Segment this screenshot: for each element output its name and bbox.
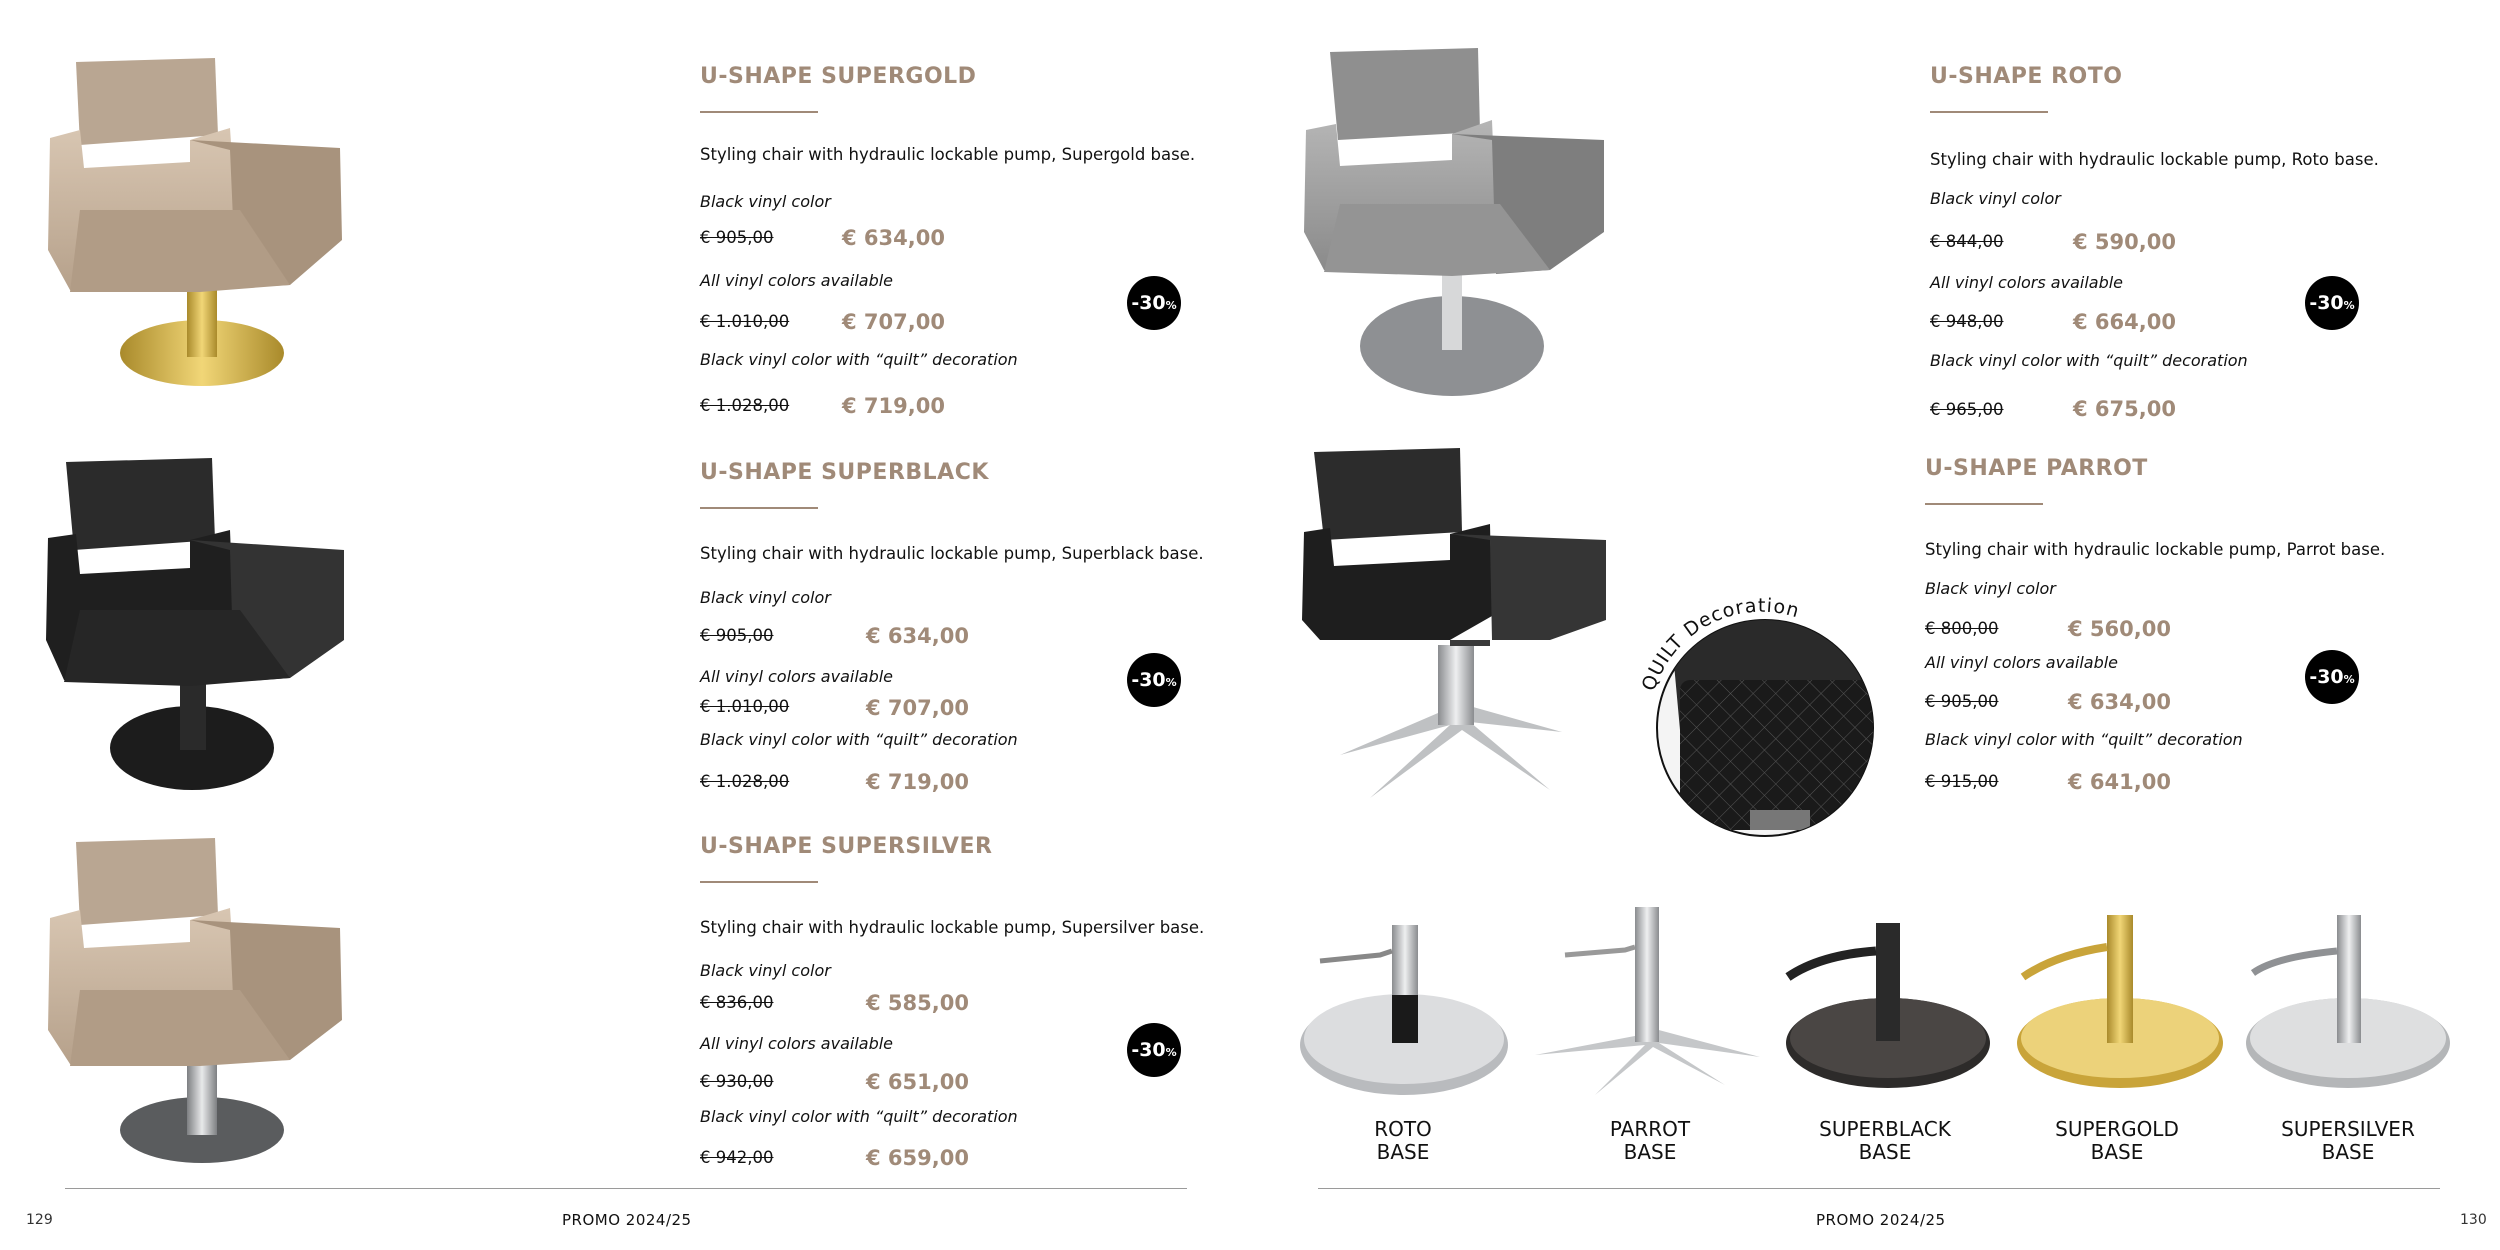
base-label-line1: SUPERSILVER bbox=[2281, 1117, 2415, 1141]
variant-label: All vinyl colors available bbox=[700, 667, 894, 686]
discount-value: -30 bbox=[2309, 292, 2344, 314]
base-label-parrot bbox=[1555, 1118, 1745, 1164]
new-price: € 675,00 bbox=[2073, 397, 2176, 421]
discount-badge bbox=[1127, 653, 1181, 707]
quilt-callout-label bbox=[1637, 580, 1890, 840]
old-price: € 836,00 bbox=[700, 993, 774, 1012]
old-price: € 1.010,00 bbox=[700, 697, 790, 716]
base-image-superblack bbox=[1780, 895, 1995, 1110]
variant-label: Black vinyl color bbox=[700, 588, 831, 607]
variant-label: All vinyl colors available bbox=[1930, 273, 2124, 292]
chair-image-parrot bbox=[1300, 440, 1630, 820]
base-label-line1: SUPERBLACK bbox=[1819, 1117, 1951, 1141]
svg-text:QUILT Decoration bbox=[1638, 595, 1802, 694]
old-price: € 800,00 bbox=[1925, 619, 1999, 638]
product-description: Styling chair with hydraulic lockable pump, Supergold base. bbox=[700, 145, 1196, 164]
discount-unit: % bbox=[1165, 676, 1177, 689]
old-price: € 1.028,00 bbox=[700, 772, 790, 791]
product-description: Styling chair with hydraulic lockable pump, Roto base. bbox=[1930, 150, 2379, 169]
new-price: € 634,00 bbox=[2068, 690, 2171, 714]
footer-label: PROMO 2024/25 bbox=[1816, 1211, 1946, 1229]
discount-badge bbox=[1127, 276, 1181, 330]
base-label-line2: BASE bbox=[2090, 1140, 2144, 1164]
base-label-line1: PARROT bbox=[1609, 1117, 1691, 1141]
footer-divider bbox=[1318, 1188, 2440, 1189]
base-image-supergold bbox=[2015, 895, 2230, 1110]
product-description: Styling chair with hydraulic lockable pump, Superblack base. bbox=[700, 544, 1204, 563]
new-price: € 659,00 bbox=[866, 1146, 969, 1170]
variant-label: Black vinyl color with “quilt” decoration bbox=[1925, 730, 2243, 749]
footer-label: PROMO 2024/25 bbox=[562, 1211, 692, 1229]
variant-label: Black vinyl color bbox=[1925, 579, 2056, 598]
old-price: € 915,00 bbox=[1925, 772, 1999, 791]
old-price: € 965,00 bbox=[1930, 400, 2004, 419]
base-label-line2: BASE bbox=[1623, 1140, 1677, 1164]
product-title: U-SHAPE ROTO bbox=[1930, 64, 2123, 89]
base-label-line2: BASE bbox=[2321, 1140, 2375, 1164]
old-price: € 905,00 bbox=[1925, 692, 1999, 711]
base-label-supergold bbox=[2022, 1118, 2212, 1164]
base-label-line2: BASE bbox=[1376, 1140, 1430, 1164]
old-price: € 844,00 bbox=[1930, 232, 2004, 251]
base-label-superblack bbox=[1790, 1118, 1980, 1164]
new-price: € 560,00 bbox=[2068, 617, 2171, 641]
chair-image-supergold bbox=[40, 50, 370, 400]
discount-badge bbox=[1127, 1023, 1181, 1077]
variant-label: Black vinyl color with “quilt” decoration bbox=[700, 350, 1018, 369]
base-image-parrot bbox=[1535, 895, 1765, 1110]
new-price: € 707,00 bbox=[866, 696, 969, 720]
new-price: € 634,00 bbox=[842, 226, 945, 250]
variant-label: Black vinyl color bbox=[700, 192, 831, 211]
discount-value: -30 bbox=[1131, 669, 1166, 691]
discount-value: -30 bbox=[2309, 666, 2344, 688]
variant-label: Black vinyl color with “quilt” decoration bbox=[1930, 351, 2248, 370]
base-label-line1: ROTO bbox=[1374, 1117, 1432, 1141]
discount-badge bbox=[2305, 276, 2359, 330]
product-description: Styling chair with hydraulic lockable pump, Supersilver base. bbox=[700, 918, 1205, 937]
discount-unit: % bbox=[2343, 299, 2355, 312]
footer-divider bbox=[65, 1188, 1187, 1189]
title-underline bbox=[1930, 111, 2048, 113]
base-image-supersilver bbox=[2245, 895, 2460, 1110]
quilt-callout-text: QUILT Decoration bbox=[1637, 594, 1803, 694]
discount-unit: % bbox=[1165, 1046, 1177, 1059]
new-price: € 719,00 bbox=[842, 394, 945, 418]
product-title: U-SHAPE SUPERSILVER bbox=[700, 834, 993, 859]
new-price: € 707,00 bbox=[842, 310, 945, 334]
discount-unit: % bbox=[2343, 673, 2355, 686]
title-underline bbox=[700, 507, 818, 509]
title-underline bbox=[700, 111, 818, 113]
variant-label: Black vinyl color with “quilt” decoration bbox=[700, 730, 1018, 749]
page-number: 130 bbox=[2460, 1212, 2487, 1228]
new-price: € 719,00 bbox=[866, 770, 969, 794]
chair-image-supersilver bbox=[40, 830, 370, 1180]
old-price: € 905,00 bbox=[700, 228, 774, 247]
chair-image-superblack bbox=[40, 450, 370, 800]
old-price: € 1.028,00 bbox=[700, 396, 790, 415]
product-title: U-SHAPE PARROT bbox=[1925, 456, 2148, 481]
variant-label: All vinyl colors available bbox=[700, 271, 894, 290]
variant-label: Black vinyl color with “quilt” decoration bbox=[700, 1107, 1018, 1126]
chair-image-roto bbox=[1300, 40, 1630, 400]
discount-value: -30 bbox=[1131, 292, 1166, 314]
discount-badge bbox=[2305, 650, 2359, 704]
base-label-roto bbox=[1308, 1118, 1498, 1164]
product-title: U-SHAPE SUPERBLACK bbox=[700, 460, 989, 485]
old-price: € 905,00 bbox=[700, 626, 774, 645]
old-price: € 1.010,00 bbox=[700, 312, 790, 331]
new-price: € 590,00 bbox=[2073, 230, 2176, 254]
new-price: € 634,00 bbox=[866, 624, 969, 648]
old-price: € 942,00 bbox=[700, 1148, 774, 1167]
discount-unit: % bbox=[1165, 299, 1177, 312]
product-description: Styling chair with hydraulic lockable pump, Parrot base. bbox=[1925, 540, 2386, 559]
variant-label: All vinyl colors available bbox=[700, 1034, 894, 1053]
variant-label: Black vinyl color bbox=[1930, 189, 2061, 208]
old-price: € 930,00 bbox=[700, 1072, 774, 1091]
base-image-roto bbox=[1300, 895, 1520, 1110]
old-price: € 948,00 bbox=[1930, 312, 2004, 331]
page-number: 129 bbox=[26, 1212, 53, 1228]
base-label-supersilver bbox=[2253, 1118, 2443, 1164]
title-underline bbox=[700, 881, 818, 883]
new-price: € 664,00 bbox=[2073, 310, 2176, 334]
product-title: U-SHAPE SUPERGOLD bbox=[700, 64, 977, 89]
base-label-line1: SUPERGOLD bbox=[2055, 1117, 2179, 1141]
base-label-line2: BASE bbox=[1858, 1140, 1912, 1164]
variant-label: All vinyl colors available bbox=[1925, 653, 2119, 672]
variant-label: Black vinyl color bbox=[700, 961, 831, 980]
new-price: € 641,00 bbox=[2068, 770, 2171, 794]
new-price: € 585,00 bbox=[866, 991, 969, 1015]
new-price: € 651,00 bbox=[866, 1070, 969, 1094]
discount-value: -30 bbox=[1131, 1039, 1166, 1061]
title-underline bbox=[1925, 503, 2043, 505]
